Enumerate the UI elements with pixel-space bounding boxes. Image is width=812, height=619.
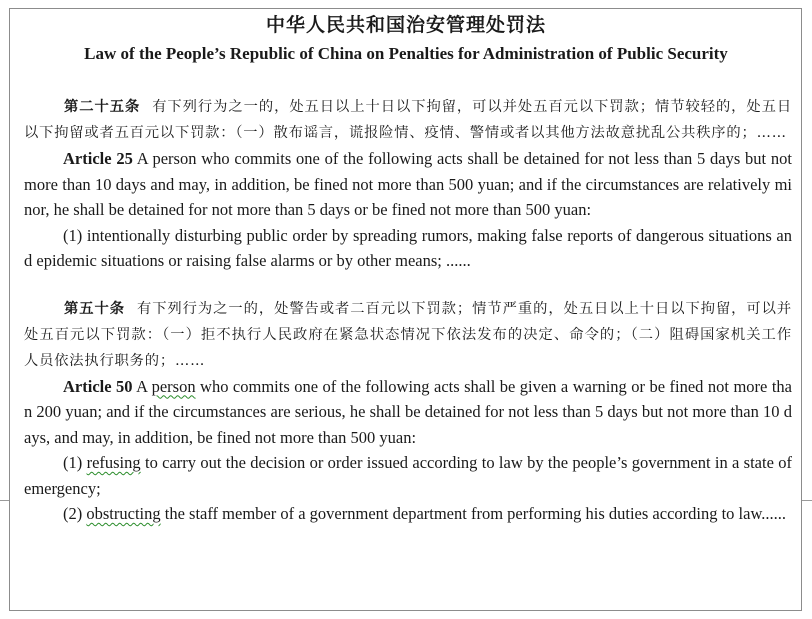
article-50-item-1 <box>24 450 792 501</box>
article-50-english-text: who commits one of the following acts shall be given a warning or be fined not more than 200 yuan; and if the circumstances are serious, he shall be detained for not less than 5 days but not more than 10 days, and may, in addition, be fined not more than 500 yuan: <box>24 376 792 447</box>
spellcheck-word-person: person <box>151 376 196 396</box>
article-50-english-pre: A <box>132 376 152 396</box>
title-english: Law of the People’s Republic of China on Penalties for Administration of Public Security <box>84 44 728 63</box>
article-50-item-2-text: the staff member of a government department from performing his duties according to law...... <box>160 504 787 523</box>
article-50-chinese-text: 有下列行为之一的，处警告或者二百元以下罚款；情节严重的，处五日以上十日以下拘留，可以并处五百元以下罚款：（一）拒不执行人民政府在紧急状态情况下依法发布的决定、命令的；（二）阻碍国家机关工作人员依法执行职务的；…… <box>24 300 792 369</box>
margin-mark-right <box>802 500 812 501</box>
spellcheck-word-obstructing: obstructing <box>86 504 161 523</box>
section-gap <box>24 274 792 296</box>
margin-mark-left <box>0 500 9 501</box>
document-body <box>24 94 792 527</box>
article-50-english-label: Article 50 <box>63 376 133 396</box>
article-25-english <box>24 146 792 223</box>
article-50-item-1-text: to carry out the decision or order issued according to law by the people’s government in a state of emergency; <box>24 453 792 498</box>
article-25-item-1: (1) intentionally disturbing public order by spreading rumors, making false reports of dangerous situations and epidemic situations or raising false alarms or by other means; ...... <box>24 225 792 270</box>
article-25-chinese-label: 第二十五条 <box>64 99 141 115</box>
article-50-item-1-number: (1) <box>63 453 87 472</box>
spellcheck-word-refusing: refusing <box>86 453 141 472</box>
article-25-english-label: Article 25 <box>63 149 133 168</box>
article-25-chinese-text: 有下列行为之一的，处五日以上十日以下拘留，可以并处五百元以下罚款；情节较轻的，处五日以下拘留或者五百元以下罚款：（一）散布谣言，谎报险情、疫情、警情或者以其他方法故意扰乱公共秩序的；…… <box>24 99 792 141</box>
article-25-english-text: A person who commits one of the following acts shall be detained for not less than 5 days but not more than 10 days and may, in addition, be fined not more than 500 yuan; and if the circumstances are relatively minor, he shall be detained for not more than 5 days or be fined not more than 500 yuan: <box>24 149 792 219</box>
article-25-chinese <box>24 94 792 146</box>
article-50-item-2 <box>24 501 792 527</box>
article-50-item-2-number: (2) <box>63 504 87 523</box>
article-50-chinese-label: 第五十条 <box>64 300 125 317</box>
title-chinese: 中华人民共和国治安管理处罚法 <box>265 14 546 36</box>
article-50-chinese <box>24 296 792 374</box>
article-50-english <box>24 374 792 451</box>
